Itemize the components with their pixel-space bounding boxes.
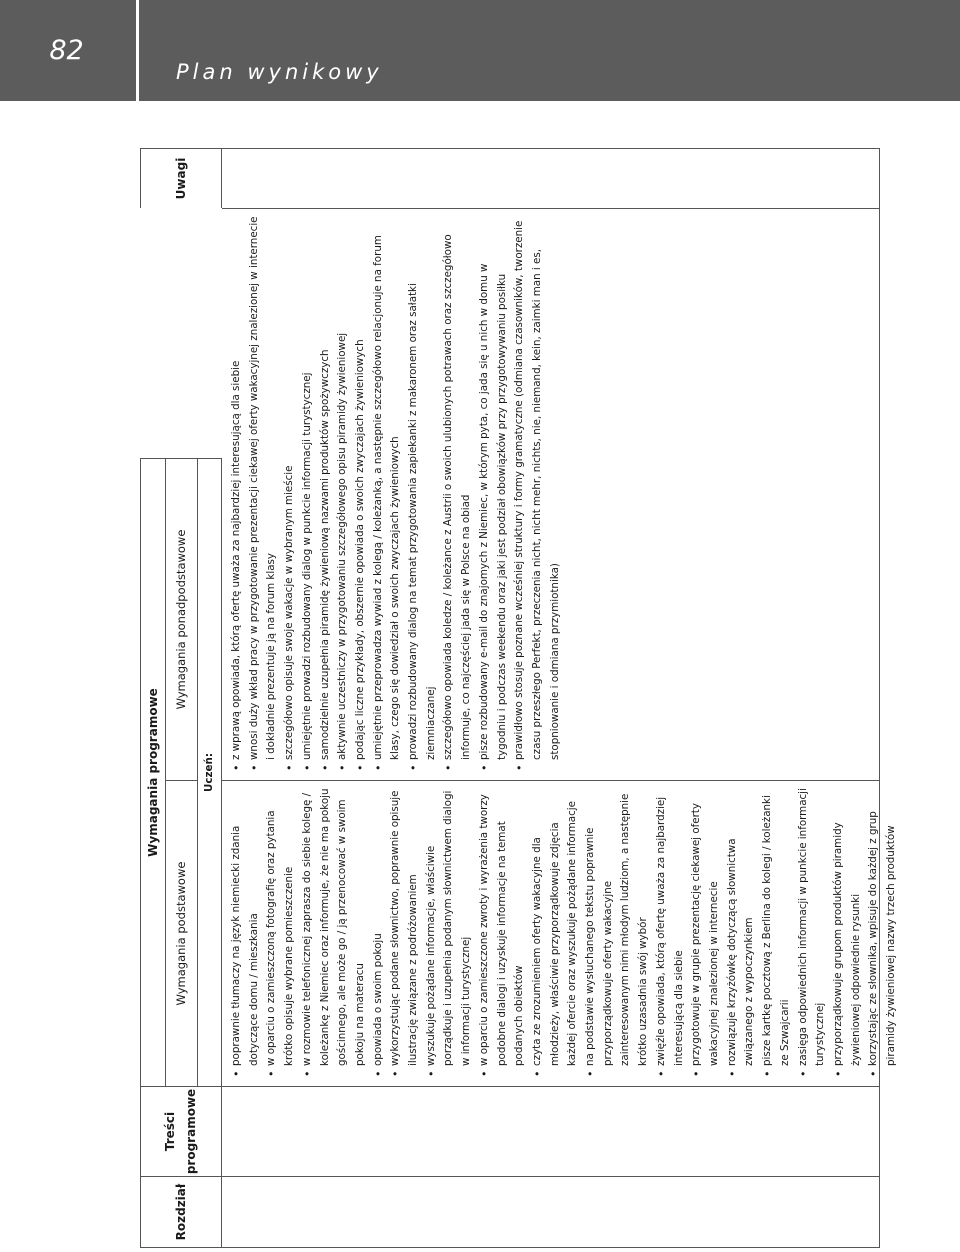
list-item: • korzystając ze słownika, wpisuje do każdej z grup piramidy żywieniowej nazwy trzech produktów (865, 787, 900, 1066)
list-item: • umiejętnie przeprowadza wywiad z kolegą / koleżanką, a następnie szczegółowo relacjonuje na forum klasy, czego się dowiedział o swoich zwyczajach żywieniowych (370, 215, 405, 760)
page-number-box (0, 0, 133, 101)
podstawowe-list (224, 787, 901, 1080)
list-item: • czyta ze zrozumieniem oferty wakacyjne dla młodzieży, właściwie przyporządkowuje zdjęcia każdej ofercie oraz wyszukuje pożądane informacje (529, 787, 582, 1066)
uwagi-cell (222, 148, 880, 208)
list-item: • aktywnie uczestniczy w przygotowaniu szczegółowego opisu piramidy żywieniowej (334, 215, 352, 760)
list-item: • szczegółowo opowiada koledze / koleżance z Austrii o swoich ulubionych potrawach oraz szczegółowo informuje, co najczęściej jada się w Polsce na obiad (440, 215, 475, 760)
page-title: Plan wynikowy (176, 60, 383, 84)
rotated-table (140, 148, 898, 1248)
list-item: • poprawnie tłumaczy na język niemiecki zdania dotyczące domu / mieszkania (228, 787, 263, 1066)
list-item: • podając liczne przykłady, obszernie opowiada o swoich zwyczajach żywieniowych (352, 215, 370, 760)
page-number: 82 (49, 35, 84, 66)
list-item: • wykorzystując podane słownictwo, poprawnie opisuje ilustrację związane z podróżowaniem (387, 787, 422, 1066)
header-tresci: Treści programowe (140, 1086, 222, 1176)
list-item: • rozwiązuje krzyżówkę dotyczącą słownictwa związanego z wypoczynkiem (724, 787, 759, 1066)
ponadpodstawowe-cell (222, 208, 880, 780)
list-item: • pisze kartkę pocztową z Berlina do kolegi / koleżanki ze Szwajcarii (759, 787, 794, 1066)
list-item: • opowiada o swoim pokoju (370, 787, 388, 1066)
list-item: • z wprawą opowiada, którą ofertę uważa za najbardziej interesującą dla siebie (228, 215, 246, 760)
list-item: • prawidłowo stosuje poznane wcześniej struktury i formy gramatyczne (odmiana czasowników, tworzenie czasu przeszłego Perfekt, przeczenia nicht, nicht mehr, nichts, nie, niemand, kein, zaimki man i es, stopniowanie i odmiana przymiotnika) (511, 215, 564, 760)
list-item: • pisze rozbudowany e-mail do znajomych z Niemiec, w którym pyta, co jada się u nich w domu w tygodniu i podczas weekendu oraz jaki jest podział obowiązków przy przygotowywaniu posiłku (476, 215, 511, 760)
header-rozdzial: Rozdział (140, 1176, 222, 1248)
list-item: • w oparciu o zamieszczone zwroty i wyrażenia tworzy podobne dialogi i uzyskuje informacje na temat podanych obiektów (476, 787, 529, 1066)
list-item: • umiejętnie prowadzi rozbudowany dialog w punkcie informacji turystycznej (299, 215, 317, 760)
list-item: • szczegółowo opisuje swoje wakacje w wybranym mieście (281, 215, 299, 760)
list-item: • zasięga odpowiednich informacji w punkcie informacji turystycznej (795, 787, 830, 1066)
header-uwagi: Uwagi (140, 148, 222, 208)
list-item: • na podstawie wysłuchanego tekstu poprawnie przyporządkowuje oferty wakacyjne zainteresowanym nimi młodym ludziom, a następnie krótko uzasadnia swój wybór (582, 787, 653, 1066)
podstawowe-cell (222, 780, 898, 1086)
list-item: • wyszukuje pożądane informacje, właściwie porządkuje i uzupełnia podanym słownictwem dialogi w informacji turystycznej (423, 787, 476, 1066)
table-wrapper (140, 148, 898, 1248)
list-item: • samodzielnie uzupełnia piramidę żywieniową nazwami produktów spożywczych (317, 215, 335, 760)
header-wymagania-ponadpodstawowe: Wymagania ponadpodstawowe (166, 458, 198, 780)
list-item: • wnosi duży wkład pracy w przygotowanie prezentacji ciekawej oferty wakacyjnej znalezionej w internecie i dokładnie prezentuje ją na forum klasy (246, 215, 281, 760)
requirements-table (140, 148, 898, 1248)
header-wymagania-podstawowe: Wymagania podstawowe (166, 780, 198, 1086)
list-item: • w oparciu o zamieszczoną fotografię oraz pytania krótko opisuje wybrane pomieszczenie (263, 787, 298, 1066)
list-item: • prowadzi rozbudowany dialog na temat przygotowania zapiekanki z makaronem oraz sałatki ziemniaczanej (405, 215, 440, 760)
list-item: • zwięźle opowiada, którą ofertę uważa za najbardziej interesującą dla siebie (653, 787, 688, 1066)
list-item: • w rozmowie telefonicznej zaprasza do siebie kolegę / koleżankę z Niemiec oraz informuje, że nie ma pokoju gościnnego, ale może go / ją przenocować w swoim pokoju na materacu (299, 787, 370, 1066)
ponadpodstawowe-list (224, 215, 564, 774)
tresci-cell (222, 1086, 880, 1176)
header-divider (136, 0, 139, 101)
list-item: • przyporządkowuje grupom produktów piramidy żywieniowej odpowiednie rysunki (830, 787, 865, 1066)
uczen-label: Uczeń: (198, 458, 222, 1086)
header-band (0, 0, 960, 101)
header-wymagania-programowe: Wymagania programowe (140, 458, 166, 1086)
list-item: • przygotowuje w grupie prezentację ciekawej oferty wakacyjnej znalezionej w internecie (688, 787, 723, 1066)
rozdzial-cell (222, 1176, 880, 1248)
